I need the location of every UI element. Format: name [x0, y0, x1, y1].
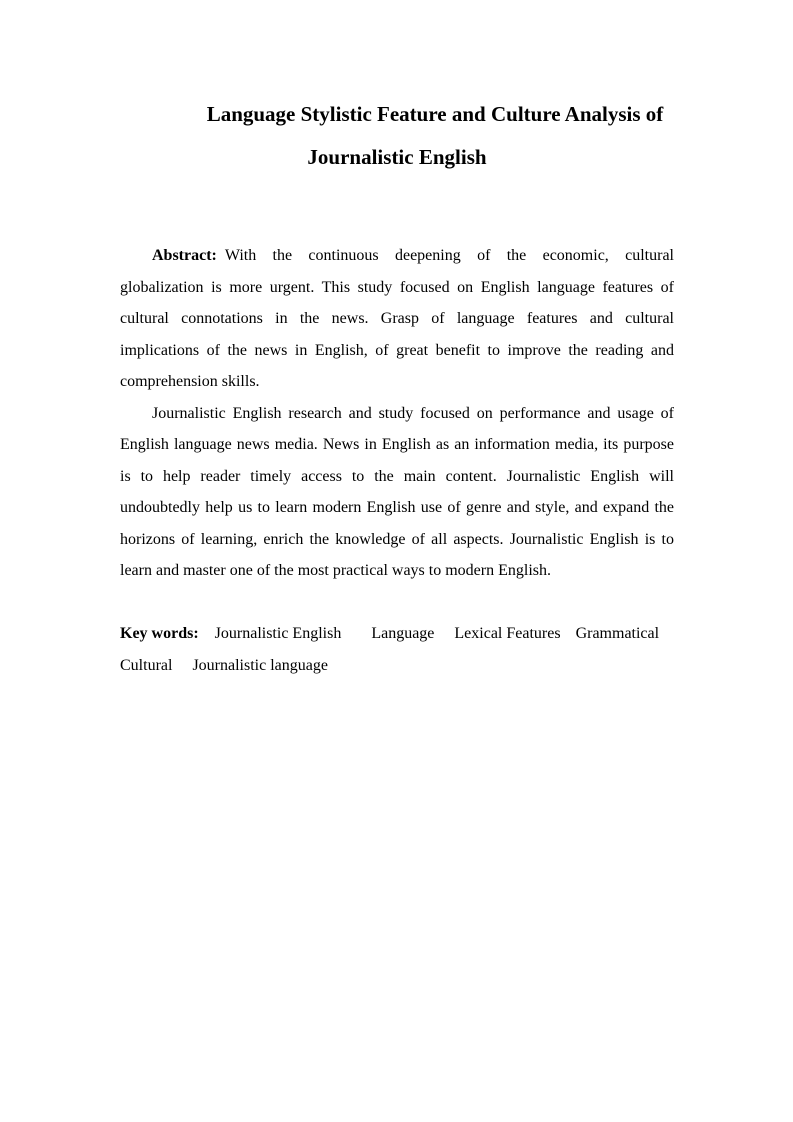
keywords-line-1 [120, 618, 674, 650]
title-line-1: Language Stylistic Feature and Culture Analysis of [206, 102, 664, 126]
keyword-gap [172, 669, 192, 670]
keyword-item: Journalistic language [192, 656, 328, 674]
keyword-gap [561, 637, 576, 638]
body-paragraph: Journalistic English research and study focused on performance and usage of English language news media. News in English as an information media, its purpose is to help reader timely access to the main content. Journalistic English will undoubtedly help us to learn modern English use of genre and style, and expand the horizons of learning, enrich the knowledge of all aspects. Journalistic English is to learn and master one of the most practical ways to modern English. [120, 404, 674, 579]
keyword-item: Grammatical [575, 625, 660, 642]
keyword-item: Language [371, 625, 435, 642]
keywords-label: Key words: [120, 625, 199, 642]
title-line-2: Journalistic English [307, 145, 487, 169]
keyword-gap [341, 637, 371, 638]
keyword-item: Journalistic English [214, 625, 342, 642]
keywords-line-2 [120, 650, 674, 682]
keyword-gap [434, 637, 454, 638]
keywords-section [120, 618, 674, 681]
abstract-text: With the continuous deepening of the economic, cultural globalization is more urgent. This study focused on English language features of cultural connotations in the news. Grasp of language features and cultural implications of the news in English, of great benefit to improve the reading and comprehension skills. [120, 247, 674, 390]
abstract-label: Abstract: [152, 247, 217, 264]
keyword-item: Lexical Features [454, 625, 561, 642]
document-title [120, 93, 674, 179]
abstract-paragraph [120, 240, 674, 398]
keyword-item: Cultural [120, 656, 173, 674]
